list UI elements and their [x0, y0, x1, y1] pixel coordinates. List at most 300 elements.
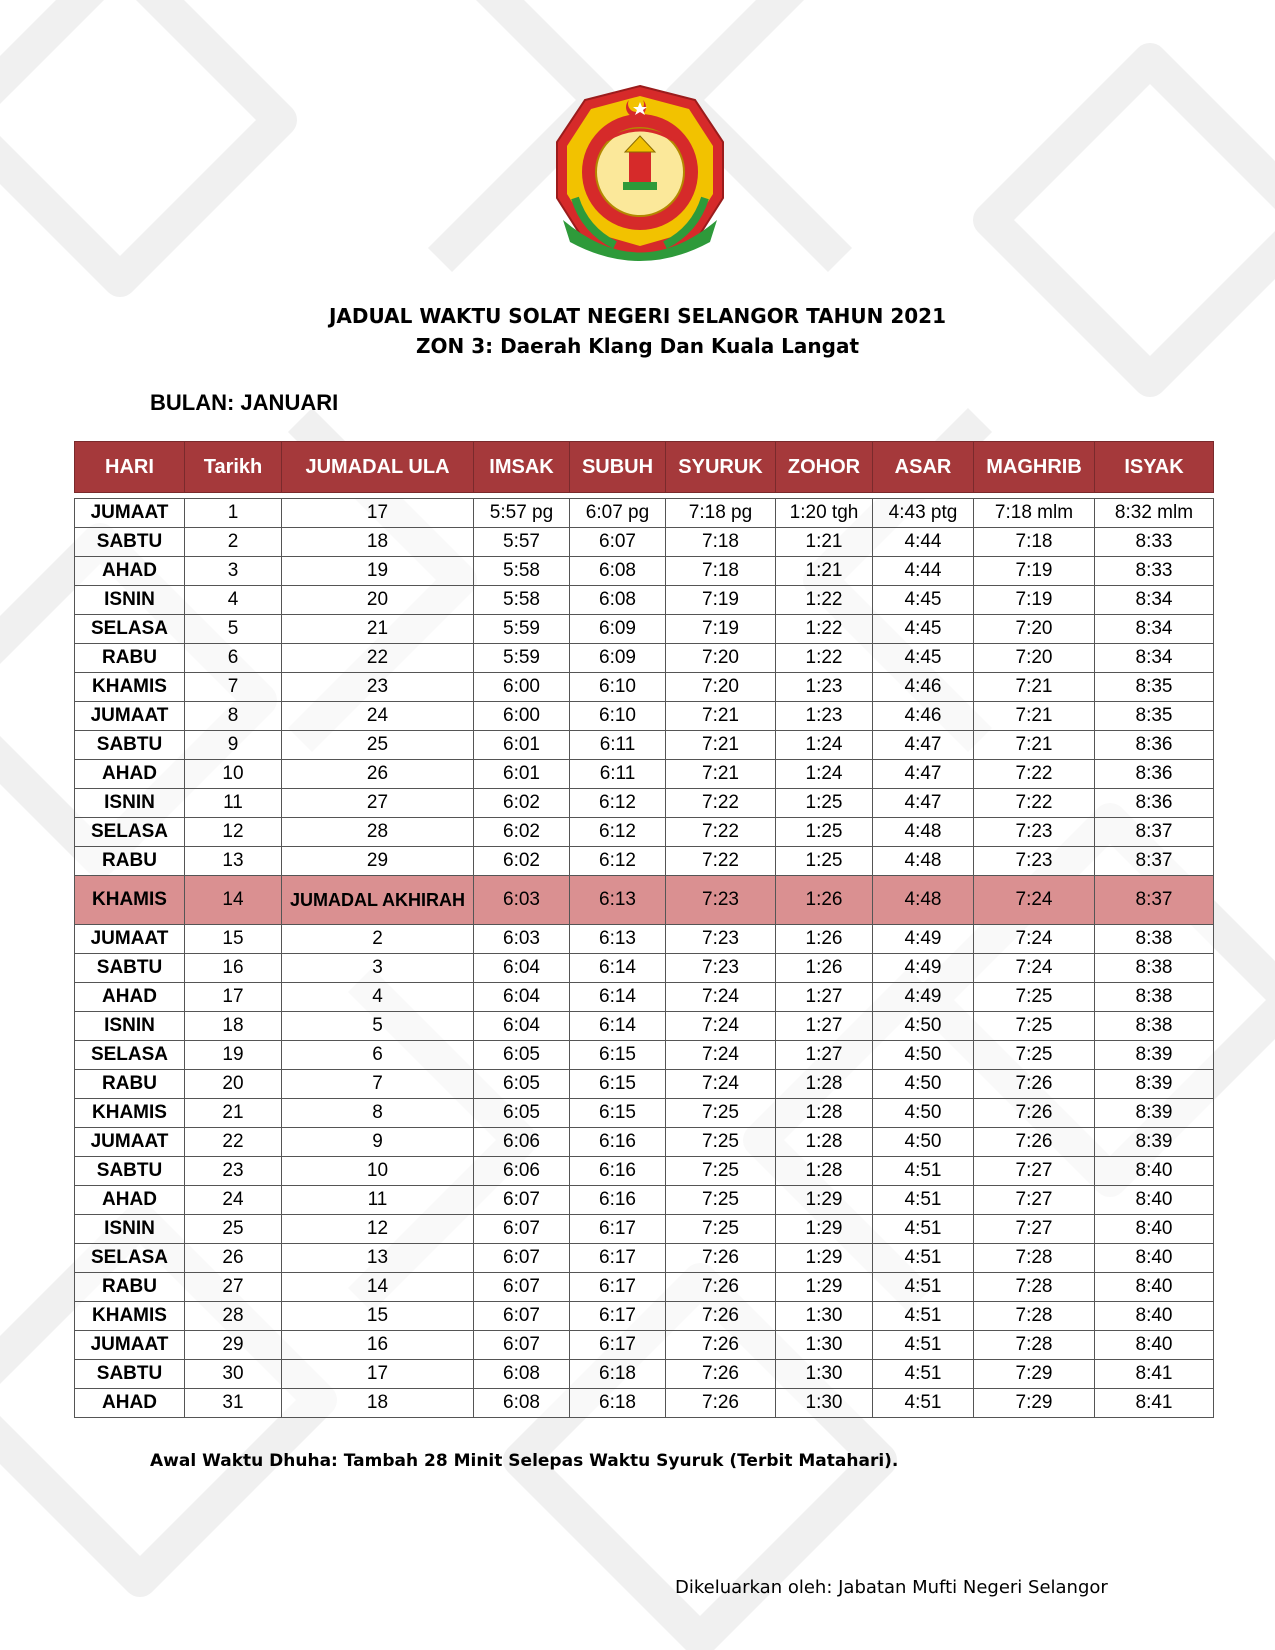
- cell-imsak: 5:57: [474, 528, 570, 557]
- cell-maghrib: 7:28: [974, 1302, 1095, 1331]
- cell-subuh: 6:12: [570, 818, 666, 847]
- cell-imsak: 6:02: [474, 789, 570, 818]
- cell-hari: SELASA: [75, 1244, 185, 1273]
- cell-maghrib: 7:27: [974, 1157, 1095, 1186]
- cell-maghrib: 7:19: [974, 557, 1095, 586]
- cell-syuruk: 7:25: [666, 1128, 776, 1157]
- cell-subuh: 6:17: [570, 1273, 666, 1302]
- cell-maghrib: 7:20: [974, 615, 1095, 644]
- cell-imsak: 6:03: [474, 925, 570, 954]
- cell-isyak: 8:41: [1095, 1389, 1214, 1418]
- cell-syuruk: 7:24: [666, 1041, 776, 1070]
- cell-asar: 4:47: [873, 789, 974, 818]
- prayer-times-table: [74, 441, 1214, 1418]
- cell-asar: 4:48: [873, 876, 974, 925]
- cell-imsak: 6:07: [474, 1331, 570, 1360]
- cell-imsak: 6:05: [474, 1041, 570, 1070]
- cell-zohor: 1:30: [776, 1360, 873, 1389]
- table-row: [75, 673, 1214, 702]
- column-header-imsak: IMSAK: [474, 442, 570, 493]
- cell-syuruk: 7:23: [666, 876, 776, 925]
- cell-isyak: 8:40: [1095, 1331, 1214, 1360]
- cell-asar: 4:44: [873, 557, 974, 586]
- cell-jumadal-ula: JUMADAL AKHIRAH: [282, 876, 474, 925]
- cell-jumadal-ula: 12: [282, 1215, 474, 1244]
- table-row: [75, 1302, 1214, 1331]
- cell-hari: KHAMIS: [75, 1099, 185, 1128]
- cell-zohor: 1:23: [776, 673, 873, 702]
- cell-maghrib: 7:25: [974, 1012, 1095, 1041]
- cell-subuh: 6:08: [570, 557, 666, 586]
- cell-tarikh: 30: [185, 1360, 282, 1389]
- cell-syuruk: 7:24: [666, 983, 776, 1012]
- cell-maghrib: 7:24: [974, 876, 1095, 925]
- cell-zohor: 1:26: [776, 876, 873, 925]
- cell-maghrib: 7:23: [974, 818, 1095, 847]
- column-header-isyak: ISYAK: [1095, 442, 1214, 493]
- cell-subuh: 6:18: [570, 1389, 666, 1418]
- cell-subuh: 6:15: [570, 1099, 666, 1128]
- cell-zohor: 1:22: [776, 615, 873, 644]
- cell-imsak: 6:07: [474, 1273, 570, 1302]
- cell-tarikh: 2: [185, 528, 282, 557]
- cell-subuh: 6:16: [570, 1157, 666, 1186]
- cell-subuh: 6:12: [570, 847, 666, 876]
- cell-tarikh: 10: [185, 760, 282, 789]
- cell-isyak: 8:33: [1095, 528, 1214, 557]
- cell-hari: ISNIN: [75, 1012, 185, 1041]
- table-row: [75, 876, 1214, 925]
- cell-imsak: 5:59: [474, 615, 570, 644]
- cell-maghrib: 7:24: [974, 925, 1095, 954]
- cell-imsak: 5:59: [474, 644, 570, 673]
- cell-isyak: 8:37: [1095, 876, 1214, 925]
- cell-hari: JUMAAT: [75, 499, 185, 528]
- cell-jumadal-ula: 19: [282, 557, 474, 586]
- cell-zohor: 1:27: [776, 1012, 873, 1041]
- table-row: [75, 1041, 1214, 1070]
- column-header-hari: HARI: [75, 442, 185, 493]
- cell-syuruk: 7:21: [666, 760, 776, 789]
- cell-asar: 4:45: [873, 586, 974, 615]
- cell-subuh: 6:15: [570, 1070, 666, 1099]
- cell-tarikh: 7: [185, 673, 282, 702]
- cell-tarikh: 27: [185, 1273, 282, 1302]
- cell-isyak: 8:39: [1095, 1099, 1214, 1128]
- cell-syuruk: 7:22: [666, 789, 776, 818]
- cell-zohor: 1:29: [776, 1273, 873, 1302]
- cell-hari: AHAD: [75, 557, 185, 586]
- cell-hari: AHAD: [75, 983, 185, 1012]
- cell-imsak: 6:01: [474, 760, 570, 789]
- cell-isyak: 8:34: [1095, 615, 1214, 644]
- cell-isyak: 8:39: [1095, 1070, 1214, 1099]
- cell-zohor: 1:30: [776, 1331, 873, 1360]
- cell-subuh: 6:14: [570, 1012, 666, 1041]
- cell-maghrib: 7:20: [974, 644, 1095, 673]
- cell-zohor: 1:29: [776, 1244, 873, 1273]
- cell-hari: SELASA: [75, 615, 185, 644]
- cell-tarikh: 21: [185, 1099, 282, 1128]
- cell-zohor: 1:26: [776, 925, 873, 954]
- cell-hari: RABU: [75, 1273, 185, 1302]
- cell-subuh: 6:10: [570, 702, 666, 731]
- cell-subuh: 6:13: [570, 925, 666, 954]
- cell-isyak: 8:40: [1095, 1157, 1214, 1186]
- cell-syuruk: 7:18: [666, 528, 776, 557]
- cell-zohor: 1:29: [776, 1186, 873, 1215]
- cell-tarikh: 15: [185, 925, 282, 954]
- cell-subuh: 6:11: [570, 760, 666, 789]
- cell-zohor: 1:22: [776, 586, 873, 615]
- cell-jumadal-ula: 29: [282, 847, 474, 876]
- cell-syuruk: 7:20: [666, 644, 776, 673]
- cell-asar: 4:47: [873, 731, 974, 760]
- cell-maghrib: 7:18: [974, 528, 1095, 557]
- cell-hari: AHAD: [75, 760, 185, 789]
- cell-hari: JUMAAT: [75, 1331, 185, 1360]
- cell-zohor: 1:28: [776, 1128, 873, 1157]
- cell-asar: 4:46: [873, 702, 974, 731]
- cell-maghrib: 7:25: [974, 1041, 1095, 1070]
- cell-syuruk: 7:25: [666, 1186, 776, 1215]
- cell-isyak: 8:38: [1095, 1012, 1214, 1041]
- cell-maghrib: 7:27: [974, 1186, 1095, 1215]
- cell-syuruk: 7:25: [666, 1099, 776, 1128]
- cell-isyak: 8:40: [1095, 1186, 1214, 1215]
- table-row: [75, 1128, 1214, 1157]
- cell-jumadal-ula: 5: [282, 1012, 474, 1041]
- cell-maghrib: 7:27: [974, 1215, 1095, 1244]
- cell-jumadal-ula: 3: [282, 954, 474, 983]
- cell-imsak: 6:00: [474, 673, 570, 702]
- cell-subuh: 6:11: [570, 731, 666, 760]
- cell-syuruk: 7:25: [666, 1157, 776, 1186]
- table-row: [75, 1360, 1214, 1389]
- cell-tarikh: 26: [185, 1244, 282, 1273]
- cell-zohor: 1:30: [776, 1302, 873, 1331]
- cell-jumadal-ula: 20: [282, 586, 474, 615]
- table-row: [75, 731, 1214, 760]
- cell-hari: RABU: [75, 847, 185, 876]
- column-header-zohor: ZOHOR: [776, 442, 873, 493]
- cell-jumadal-ula: 4: [282, 983, 474, 1012]
- cell-jumadal-ula: 13: [282, 1244, 474, 1273]
- column-header-maghrib: MAGHRIB: [974, 442, 1095, 493]
- cell-imsak: 5:57 pg: [474, 499, 570, 528]
- cell-tarikh: 16: [185, 954, 282, 983]
- cell-hari: KHAMIS: [75, 673, 185, 702]
- cell-hari: KHAMIS: [75, 876, 185, 925]
- cell-syuruk: 7:26: [666, 1360, 776, 1389]
- table-row: [75, 983, 1214, 1012]
- cell-isyak: 8:32 mlm: [1095, 499, 1214, 528]
- cell-zohor: 1:25: [776, 847, 873, 876]
- cell-asar: 4:50: [873, 1070, 974, 1099]
- cell-maghrib: 7:29: [974, 1389, 1095, 1418]
- table-row: [75, 528, 1214, 557]
- column-header-asar: ASAR: [873, 442, 974, 493]
- cell-zohor: 1:23: [776, 702, 873, 731]
- cell-isyak: 8:37: [1095, 847, 1214, 876]
- cell-subuh: 6:17: [570, 1244, 666, 1273]
- cell-imsak: 6:05: [474, 1099, 570, 1128]
- cell-jumadal-ula: 2: [282, 925, 474, 954]
- cell-hari: JUMAAT: [75, 702, 185, 731]
- cell-tarikh: 1: [185, 499, 282, 528]
- cell-tarikh: 18: [185, 1012, 282, 1041]
- cell-syuruk: 7:22: [666, 818, 776, 847]
- issuer-credit: Dikeluarkan oleh: Jabatan Mufti Negeri Selangor: [675, 1577, 1108, 1598]
- cell-syuruk: 7:19: [666, 586, 776, 615]
- cell-hari: KHAMIS: [75, 1302, 185, 1331]
- cell-tarikh: 14: [185, 876, 282, 925]
- cell-imsak: 6:00: [474, 702, 570, 731]
- cell-jumadal-ula: 18: [282, 1389, 474, 1418]
- cell-subuh: 6:09: [570, 644, 666, 673]
- cell-maghrib: 7:22: [974, 760, 1095, 789]
- cell-imsak: 6:04: [474, 954, 570, 983]
- cell-jumadal-ula: 22: [282, 644, 474, 673]
- cell-asar: 4:50: [873, 1128, 974, 1157]
- cell-subuh: 6:15: [570, 1041, 666, 1070]
- cell-isyak: 8:40: [1095, 1302, 1214, 1331]
- cell-maghrib: 7:28: [974, 1273, 1095, 1302]
- cell-hari: SELASA: [75, 1041, 185, 1070]
- cell-tarikh: 31: [185, 1389, 282, 1418]
- cell-asar: 4:48: [873, 818, 974, 847]
- cell-subuh: 6:14: [570, 983, 666, 1012]
- cell-jumadal-ula: 6: [282, 1041, 474, 1070]
- cell-maghrib: 7:25: [974, 983, 1095, 1012]
- table-body: [75, 499, 1214, 1418]
- cell-zohor: 1:21: [776, 557, 873, 586]
- table-row: [75, 1389, 1214, 1418]
- cell-hari: SABTU: [75, 528, 185, 557]
- cell-tarikh: 23: [185, 1157, 282, 1186]
- cell-syuruk: 7:22: [666, 847, 776, 876]
- cell-hari: SABTU: [75, 1360, 185, 1389]
- cell-tarikh: 9: [185, 731, 282, 760]
- cell-hari: ISNIN: [75, 789, 185, 818]
- document-title: JADUAL WAKTU SOLAT NEGERI SELANGOR TAHUN 2021: [328, 304, 946, 328]
- cell-isyak: 8:34: [1095, 644, 1214, 673]
- cell-asar: 4:51: [873, 1273, 974, 1302]
- table-row: [75, 925, 1214, 954]
- cell-imsak: 6:03: [474, 876, 570, 925]
- cell-zohor: 1:25: [776, 789, 873, 818]
- cell-jumadal-ula: 27: [282, 789, 474, 818]
- cell-maghrib: 7:24: [974, 954, 1095, 983]
- cell-asar: 4:49: [873, 983, 974, 1012]
- cell-jumadal-ula: 9: [282, 1128, 474, 1157]
- cell-tarikh: 24: [185, 1186, 282, 1215]
- table-row: [75, 586, 1214, 615]
- cell-subuh: 6:07: [570, 528, 666, 557]
- cell-imsak: 6:08: [474, 1389, 570, 1418]
- cell-subuh: 6:14: [570, 954, 666, 983]
- cell-syuruk: 7:23: [666, 925, 776, 954]
- table-row: [75, 499, 1214, 528]
- cell-subuh: 6:10: [570, 673, 666, 702]
- cell-isyak: 8:40: [1095, 1215, 1214, 1244]
- cell-jumadal-ula: 26: [282, 760, 474, 789]
- cell-subuh: 6:09: [570, 615, 666, 644]
- cell-asar: 4:51: [873, 1360, 974, 1389]
- cell-hari: JUMAAT: [75, 1128, 185, 1157]
- cell-maghrib: 7:23: [974, 847, 1095, 876]
- cell-imsak: 6:02: [474, 818, 570, 847]
- cell-asar: 4:49: [873, 954, 974, 983]
- cell-imsak: 6:06: [474, 1128, 570, 1157]
- cell-hari: SELASA: [75, 818, 185, 847]
- cell-syuruk: 7:19: [666, 615, 776, 644]
- cell-subuh: 6:17: [570, 1331, 666, 1360]
- column-header-jumadal-ula: JUMADAL ULA: [282, 442, 474, 493]
- cell-jumadal-ula: 17: [282, 1360, 474, 1389]
- table-row: [75, 1012, 1214, 1041]
- cell-syuruk: 7:26: [666, 1273, 776, 1302]
- cell-asar: 4:51: [873, 1244, 974, 1273]
- cell-zohor: 1:28: [776, 1099, 873, 1128]
- zone-subtitle: ZON 3: Daerah Klang Dan Kuala Langat: [415, 334, 860, 358]
- cell-zohor: 1:28: [776, 1070, 873, 1099]
- cell-isyak: 8:39: [1095, 1041, 1214, 1070]
- cell-maghrib: 7:29: [974, 1360, 1095, 1389]
- cell-imsak: 6:07: [474, 1215, 570, 1244]
- cell-asar: 4:45: [873, 615, 974, 644]
- cell-asar: 4:43 ptg: [873, 499, 974, 528]
- cell-imsak: 6:08: [474, 1360, 570, 1389]
- table-row: [75, 1331, 1214, 1360]
- cell-zohor: 1:27: [776, 983, 873, 1012]
- table-row: [75, 1157, 1214, 1186]
- cell-isyak: 8:33: [1095, 557, 1214, 586]
- cell-tarikh: 20: [185, 1070, 282, 1099]
- cell-tarikh: 28: [185, 1302, 282, 1331]
- cell-isyak: 8:39: [1095, 1128, 1214, 1157]
- cell-imsak: 6:02: [474, 847, 570, 876]
- cell-jumadal-ula: 21: [282, 615, 474, 644]
- column-header-tarikh: Tarikh: [185, 442, 282, 493]
- cell-isyak: 8:35: [1095, 702, 1214, 731]
- cell-subuh: 6:16: [570, 1186, 666, 1215]
- cell-isyak: 8:34: [1095, 586, 1214, 615]
- cell-isyak: 8:35: [1095, 673, 1214, 702]
- cell-imsak: 6:07: [474, 1244, 570, 1273]
- cell-hari: AHAD: [75, 1389, 185, 1418]
- cell-tarikh: 25: [185, 1215, 282, 1244]
- cell-tarikh: 19: [185, 1041, 282, 1070]
- jabatan-mufti-selangor-emblem: [545, 80, 735, 270]
- cell-imsak: 6:07: [474, 1186, 570, 1215]
- cell-asar: 4:51: [873, 1389, 974, 1418]
- cell-tarikh: 4: [185, 586, 282, 615]
- cell-syuruk: 7:26: [666, 1389, 776, 1418]
- cell-syuruk: 7:24: [666, 1012, 776, 1041]
- cell-asar: 4:49: [873, 925, 974, 954]
- table-row: [75, 847, 1214, 876]
- cell-zohor: 1:26: [776, 954, 873, 983]
- cell-jumadal-ula: 14: [282, 1273, 474, 1302]
- cell-asar: 4:51: [873, 1157, 974, 1186]
- cell-imsak: 5:58: [474, 586, 570, 615]
- table-row: [75, 818, 1214, 847]
- cell-zohor: 1:30: [776, 1389, 873, 1418]
- cell-isyak: 8:38: [1095, 983, 1214, 1012]
- cell-zohor: 1:27: [776, 1041, 873, 1070]
- month-label: BULAN: JANUARI: [150, 390, 339, 415]
- cell-jumadal-ula: 10: [282, 1157, 474, 1186]
- cell-subuh: 6:13: [570, 876, 666, 925]
- table-row: [75, 644, 1214, 673]
- cell-isyak: 8:36: [1095, 731, 1214, 760]
- cell-tarikh: 11: [185, 789, 282, 818]
- column-header-syuruk: SYURUK: [666, 442, 776, 493]
- cell-zohor: 1:24: [776, 731, 873, 760]
- cell-jumadal-ula: 7: [282, 1070, 474, 1099]
- cell-jumadal-ula: 16: [282, 1331, 474, 1360]
- table-row: [75, 615, 1214, 644]
- cell-hari: AHAD: [75, 1186, 185, 1215]
- cell-maghrib: 7:26: [974, 1070, 1095, 1099]
- table-row: [75, 1099, 1214, 1128]
- cell-jumadal-ula: 28: [282, 818, 474, 847]
- cell-subuh: 6:17: [570, 1302, 666, 1331]
- cell-hari: ISNIN: [75, 586, 185, 615]
- cell-tarikh: 22: [185, 1128, 282, 1157]
- cell-asar: 4:50: [873, 1041, 974, 1070]
- cell-asar: 4:51: [873, 1331, 974, 1360]
- table-row: [75, 954, 1214, 983]
- cell-syuruk: 7:23: [666, 954, 776, 983]
- cell-asar: 4:44: [873, 528, 974, 557]
- cell-tarikh: 17: [185, 983, 282, 1012]
- cell-imsak: 5:58: [474, 557, 570, 586]
- table-row: [75, 1215, 1214, 1244]
- cell-zohor: 1:20 tgh: [776, 499, 873, 528]
- cell-isyak: 8:37: [1095, 818, 1214, 847]
- cell-tarikh: 13: [185, 847, 282, 876]
- cell-maghrib: 7:19: [974, 586, 1095, 615]
- cell-subuh: 6:17: [570, 1215, 666, 1244]
- cell-syuruk: 7:21: [666, 731, 776, 760]
- cell-imsak: 6:04: [474, 1012, 570, 1041]
- cell-zohor: 1:28: [776, 1157, 873, 1186]
- table-row: [75, 1273, 1214, 1302]
- cell-maghrib: 7:18 mlm: [974, 499, 1095, 528]
- cell-isyak: 8:38: [1095, 925, 1214, 954]
- cell-maghrib: 7:21: [974, 731, 1095, 760]
- cell-maghrib: 7:26: [974, 1128, 1095, 1157]
- cell-maghrib: 7:28: [974, 1244, 1095, 1273]
- cell-asar: 4:50: [873, 1099, 974, 1128]
- cell-hari: RABU: [75, 644, 185, 673]
- cell-jumadal-ula: 23: [282, 673, 474, 702]
- cell-imsak: 6:07: [474, 1302, 570, 1331]
- cell-maghrib: 7:21: [974, 702, 1095, 731]
- dhuha-note: Awal Waktu Dhuha: Tambah 28 Minit Selepas Waktu Syuruk (Terbit Matahari).: [150, 1451, 899, 1471]
- cell-asar: 4:47: [873, 760, 974, 789]
- cell-isyak: 8:40: [1095, 1244, 1214, 1273]
- cell-hari: SABTU: [75, 731, 185, 760]
- cell-zohor: 1:22: [776, 644, 873, 673]
- table-row: [75, 1244, 1214, 1273]
- cell-asar: 4:45: [873, 644, 974, 673]
- cell-tarikh: 3: [185, 557, 282, 586]
- cell-isyak: 8:40: [1095, 1273, 1214, 1302]
- cell-syuruk: 7:25: [666, 1215, 776, 1244]
